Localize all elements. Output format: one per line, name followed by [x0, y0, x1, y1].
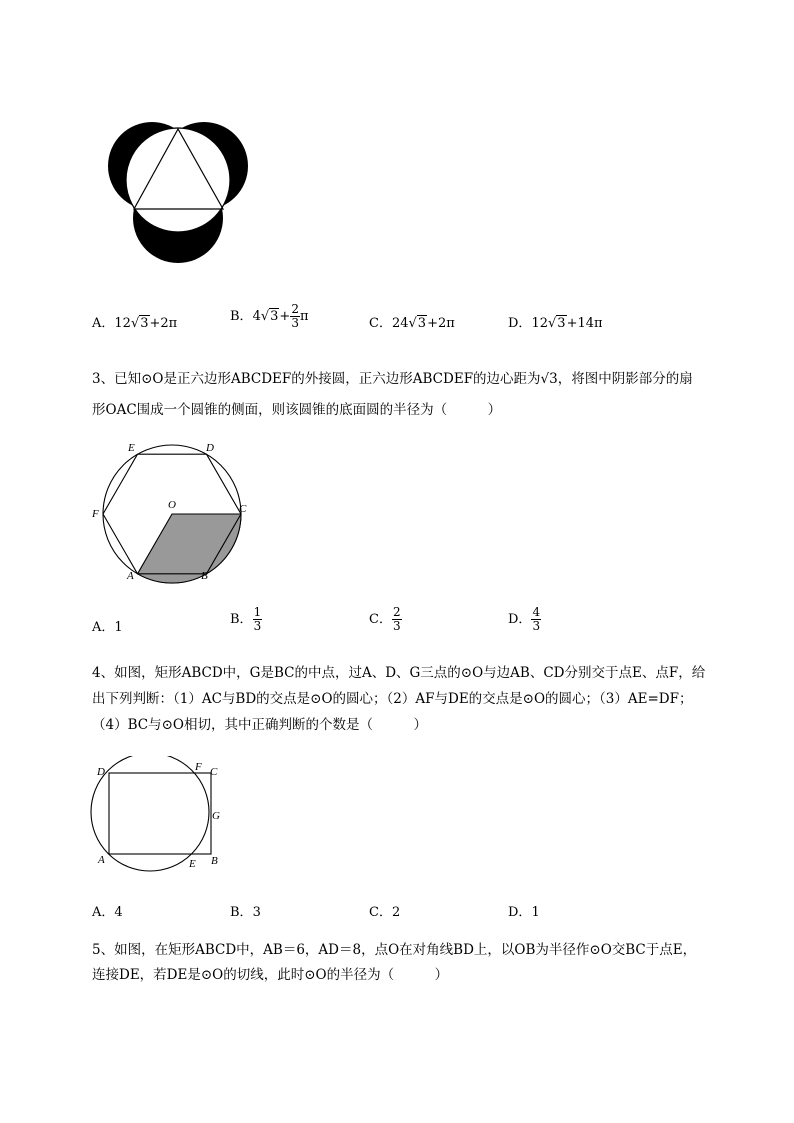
q5-line2: 连接DE，若DE是⊙O的切线，此时⊙O的半径为（ ） [92, 967, 449, 983]
q4-option-d[interactable]: D．1 [508, 905, 540, 920]
q2-option-c[interactable]: C．24√3+2π [369, 316, 455, 331]
main-circle [126, 128, 230, 232]
label-d: D [97, 766, 105, 778]
q2-b-fraction: $\frac{2}{3}$ [291, 302, 299, 330]
q3-c-fraction: $\frac{2}{3}$ [392, 605, 401, 633]
label-c: C [239, 503, 247, 515]
q4-option-a[interactable]: A．4 [92, 905, 123, 920]
q3-b-fraction: $\frac{1}{3}$ [253, 605, 262, 633]
q4-line3: （4）BC与⊙O相切，其中正确判断的个数是（ ） [92, 717, 427, 733]
q4-line1: 4、如图，矩形ABCD中，G是BC的中点，过A、D、G三点的⊙O与边AB、CD分别交于点E、点F，给 [92, 665, 706, 681]
label-d: D [206, 442, 214, 454]
q3-option-c[interactable]: C． $\frac{2}{3}$ [369, 605, 401, 633]
q2-option-b[interactable]: B．4√3+ $\frac{2}{3}$ π [230, 302, 309, 330]
q3-line1: 3、已知⊙O是正六边形ABCDEF的外接圆，正六边形ABCDEF的边心距为√3，将图中阴影部分的扇 [92, 371, 693, 387]
q4-option-b[interactable]: B．3 [230, 905, 261, 920]
q4-option-c[interactable]: C．2 [369, 905, 401, 920]
label-f: F [92, 508, 99, 520]
label-f: F [195, 761, 202, 773]
rectangle-abcd [109, 773, 211, 854]
q3-option-b[interactable]: B． $\frac{1}{3}$ [230, 605, 262, 633]
label-a: A [98, 854, 105, 866]
label-c: C [210, 766, 218, 778]
q2-figure [100, 120, 260, 270]
q2-option-d[interactable]: D．12√3+14π [508, 316, 603, 331]
label-o: O [168, 499, 176, 511]
q3-figure [88, 438, 258, 588]
label-b: B [211, 855, 218, 867]
q3-line2: 形OAC围成一个圆锥的侧面，则该圆锥的底面圆的半径为（ ） [92, 402, 502, 418]
q3-option-a[interactable]: A．1 [92, 620, 123, 635]
q3-d-fraction: $\frac{4}{3}$ [532, 605, 541, 633]
label-g: G [212, 810, 220, 822]
shaded-sector-oac [138, 514, 242, 583]
label-a: A [127, 570, 134, 582]
q2-option-a[interactable]: A．12√3+2π [92, 316, 178, 331]
label-e: E [128, 442, 135, 454]
label-e: E [189, 858, 196, 870]
q4-figure [88, 756, 238, 874]
q4-line2: 出下列判断：（1）AC与BD的交点是⊙O的圆心；（2）AF与DE的交点是⊙O的圆心；（3）AE=DF； [92, 691, 693, 707]
q3-option-d[interactable]: D． $\frac{4}{3}$ [508, 605, 541, 633]
label-b: B [201, 570, 208, 582]
q5-line1: 5、如图，在矩形ABCD中，AB＝6，AD＝8，点O在对角线BD上，以OB为半径作⊙O交BC于点E， [92, 942, 697, 958]
